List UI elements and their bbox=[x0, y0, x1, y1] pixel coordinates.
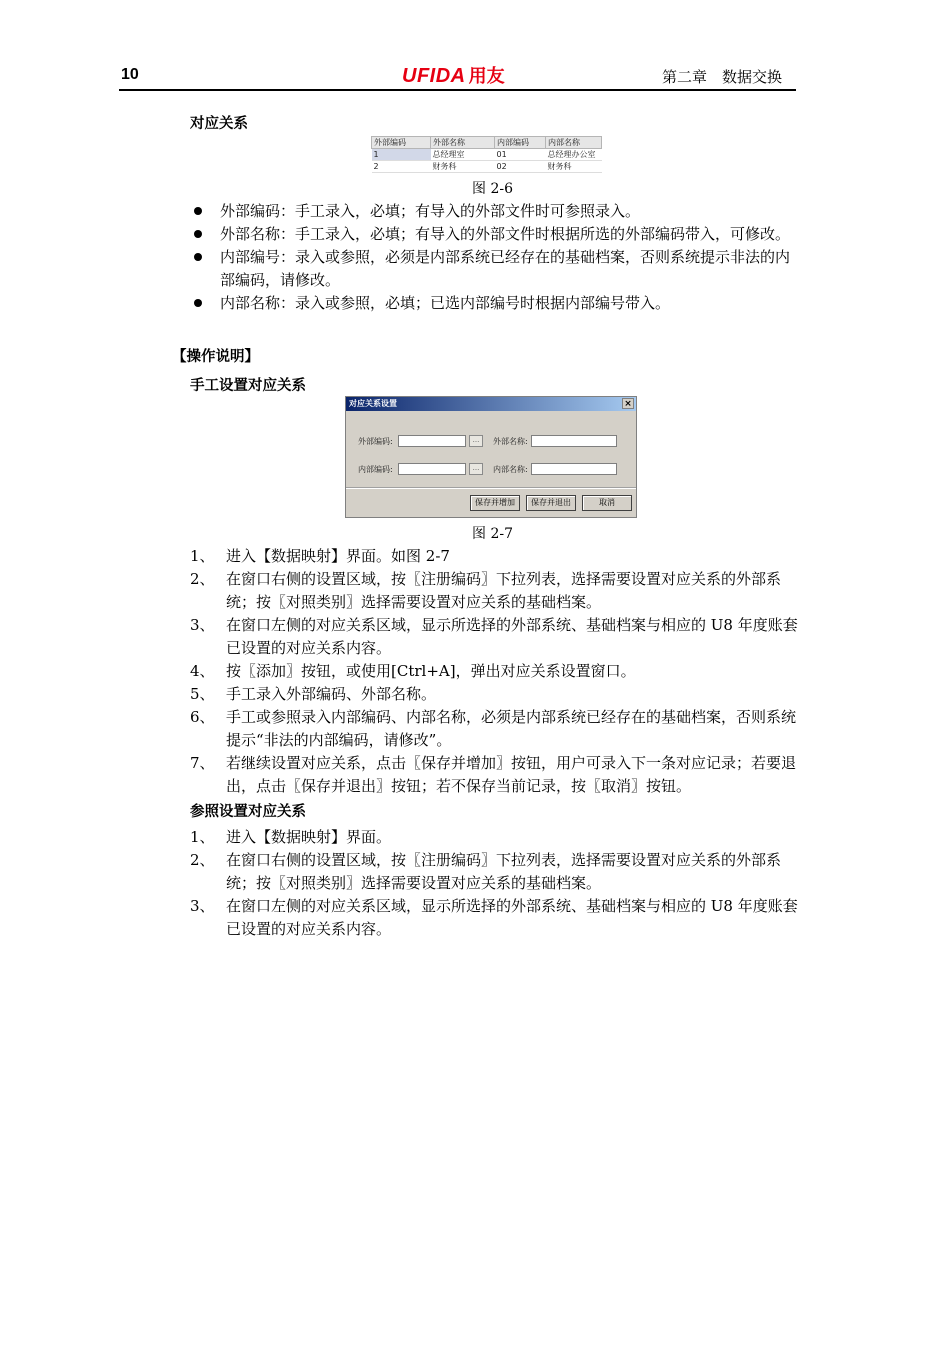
step-number: 6、 bbox=[190, 708, 215, 726]
brand-name-en: UFIDA bbox=[402, 65, 466, 87]
step-text: 在窗口右侧的设置区域，按〖注册编码〗下拉列表，选择需要设置对应关系的外部系统；按〖对照类别〗选择需要设置对应关系的基础档案。 bbox=[226, 570, 782, 611]
step-text: 手工录入外部编码、外部名称。 bbox=[226, 685, 437, 703]
table-cell: 1 bbox=[372, 149, 431, 161]
list-item bbox=[190, 292, 800, 315]
step-text: 在窗口左侧的对应关系区域，显示所选择的外部系统、基础档案与相应的 U8 年度账套已设置的对应关系内容。 bbox=[226, 897, 798, 938]
mapping-settings-dialog bbox=[345, 396, 637, 518]
table-cell: 总经理室 bbox=[431, 149, 495, 161]
section-title-manual: 手工设置对应关系 bbox=[190, 378, 306, 394]
field-description-list bbox=[190, 200, 800, 315]
list-item bbox=[190, 895, 810, 941]
step-number: 2、 bbox=[190, 570, 215, 588]
save-and-add-button[interactable]: 保存并增加 bbox=[470, 495, 520, 511]
external-row bbox=[358, 434, 617, 448]
list-item bbox=[190, 545, 810, 568]
section-title-reference: 参照设置对应关系 bbox=[190, 804, 306, 820]
step-number: 1、 bbox=[190, 828, 215, 846]
cancel-button[interactable]: 取消 bbox=[582, 495, 632, 511]
table-cell: 总经理办公室 bbox=[546, 149, 602, 161]
operation-heading: 【操作说明】 bbox=[172, 349, 259, 365]
int-name-label: 内部名称: bbox=[493, 464, 528, 474]
int-code-input[interactable] bbox=[398, 463, 466, 475]
figure-caption: 图 2-6 bbox=[472, 181, 513, 197]
figure-caption: 图 2-7 bbox=[472, 526, 513, 542]
table-cell: 02 bbox=[495, 161, 546, 173]
column-header: 内部编码 bbox=[495, 137, 546, 149]
bullet-icon bbox=[194, 253, 202, 261]
page-number: 10 bbox=[121, 66, 139, 83]
close-icon[interactable]: × bbox=[622, 398, 634, 409]
ext-code-label: 外部编码: bbox=[358, 436, 393, 446]
list-item bbox=[190, 706, 810, 752]
manual-steps-list bbox=[190, 545, 810, 798]
step-number: 4、 bbox=[190, 662, 215, 680]
list-item bbox=[190, 223, 800, 246]
bullet-icon bbox=[194, 299, 202, 307]
step-number: 2、 bbox=[190, 851, 215, 869]
list-item bbox=[190, 849, 810, 895]
table-row bbox=[372, 149, 602, 161]
reference-steps-list bbox=[190, 826, 810, 941]
step-text: 进入【数据映射】界面。 bbox=[226, 828, 392, 846]
list-item bbox=[190, 683, 810, 706]
chapter-title: 第二章 数据交换 bbox=[662, 68, 783, 86]
column-header: 外部名称 bbox=[431, 137, 495, 149]
list-item-text: 外部编码：手工录入，必填；有导入的外部文件时可参照录入。 bbox=[220, 202, 641, 220]
list-item bbox=[190, 826, 810, 849]
mapping-table-figure bbox=[371, 136, 602, 173]
step-text: 进入【数据映射】界面。如图 2-7 bbox=[226, 547, 450, 565]
dialog-divider bbox=[346, 487, 636, 489]
save-and-exit-button[interactable]: 保存并退出 bbox=[526, 495, 576, 511]
step-text: 在窗口左侧的对应关系区域，显示所选择的外部系统、基础档案与相应的 U8 年度账套已设置的对应关系内容。 bbox=[226, 616, 798, 657]
step-number: 7、 bbox=[190, 754, 215, 772]
table-cell: 财务科 bbox=[431, 161, 495, 173]
step-number: 3、 bbox=[190, 616, 215, 634]
brand-logo bbox=[402, 62, 505, 88]
section-title-mapping: 对应关系 bbox=[190, 116, 248, 132]
dialog-titlebar bbox=[346, 397, 636, 411]
step-number: 1、 bbox=[190, 547, 215, 565]
list-item-text: 内部编号：录入或参照，必须是内部系统已经存在的基础档案，否则系统提示非法的内部编码，请修改。 bbox=[220, 248, 791, 289]
step-text: 手工或参照录入内部编码、内部名称，必须是内部系统已经存在的基础档案，否则系统提示“非法的内部编码，请修改”。 bbox=[226, 708, 797, 749]
bullet-icon bbox=[194, 230, 202, 238]
list-item-text: 内部名称：录入或参照，必填；已选内部编号时根据内部编号带入。 bbox=[220, 294, 671, 312]
column-header: 内部名称 bbox=[546, 137, 602, 149]
ext-code-ref-button[interactable]: ... bbox=[469, 435, 483, 447]
list-item bbox=[190, 752, 810, 798]
ext-name-input[interactable] bbox=[531, 435, 617, 447]
table-cell: 财务科 bbox=[546, 161, 602, 173]
list-item bbox=[190, 246, 800, 292]
list-item-text: 外部名称：手工录入，必填；有导入的外部文件时根据所选的外部编码带入，可修改。 bbox=[220, 225, 791, 243]
int-code-label: 内部编码: bbox=[358, 464, 393, 474]
dialog-title: 对应关系设置 bbox=[349, 399, 397, 408]
step-text: 若继续设置对应关系，点击〖保存并增加〗按钮，用户可录入下一条对应记录；若要退出，点击〖保存并退出〗按钮；若不保存当前记录，按〖取消〗按钮。 bbox=[226, 754, 797, 795]
step-number: 3、 bbox=[190, 897, 215, 915]
step-text: 按〖添加〗按钮，或使用[Ctrl+A]，弹出对应关系设置窗口。 bbox=[226, 662, 636, 680]
brand-name-cn: 用友 bbox=[468, 66, 505, 86]
step-text: 在窗口右侧的设置区域，按〖注册编码〗下拉列表，选择需要设置对应关系的外部系统；按〖对照类别〗选择需要设置对应关系的基础档案。 bbox=[226, 851, 782, 892]
table-cell: 2 bbox=[372, 161, 431, 173]
int-code-ref-button[interactable]: ... bbox=[469, 463, 483, 475]
header-divider bbox=[119, 89, 796, 91]
table-row bbox=[372, 161, 602, 173]
table-cell: 01 bbox=[495, 149, 546, 161]
column-header: 外部编码 bbox=[372, 137, 431, 149]
table-header-row bbox=[372, 137, 602, 149]
list-item bbox=[190, 200, 800, 223]
ext-name-label: 外部名称: bbox=[493, 436, 528, 446]
list-item bbox=[190, 614, 810, 660]
ext-code-input[interactable] bbox=[398, 435, 466, 447]
list-item bbox=[190, 660, 810, 683]
step-number: 5、 bbox=[190, 685, 215, 703]
list-item bbox=[190, 568, 810, 614]
internal-row bbox=[358, 462, 617, 476]
int-name-input[interactable] bbox=[531, 463, 617, 475]
bullet-icon bbox=[194, 207, 202, 215]
